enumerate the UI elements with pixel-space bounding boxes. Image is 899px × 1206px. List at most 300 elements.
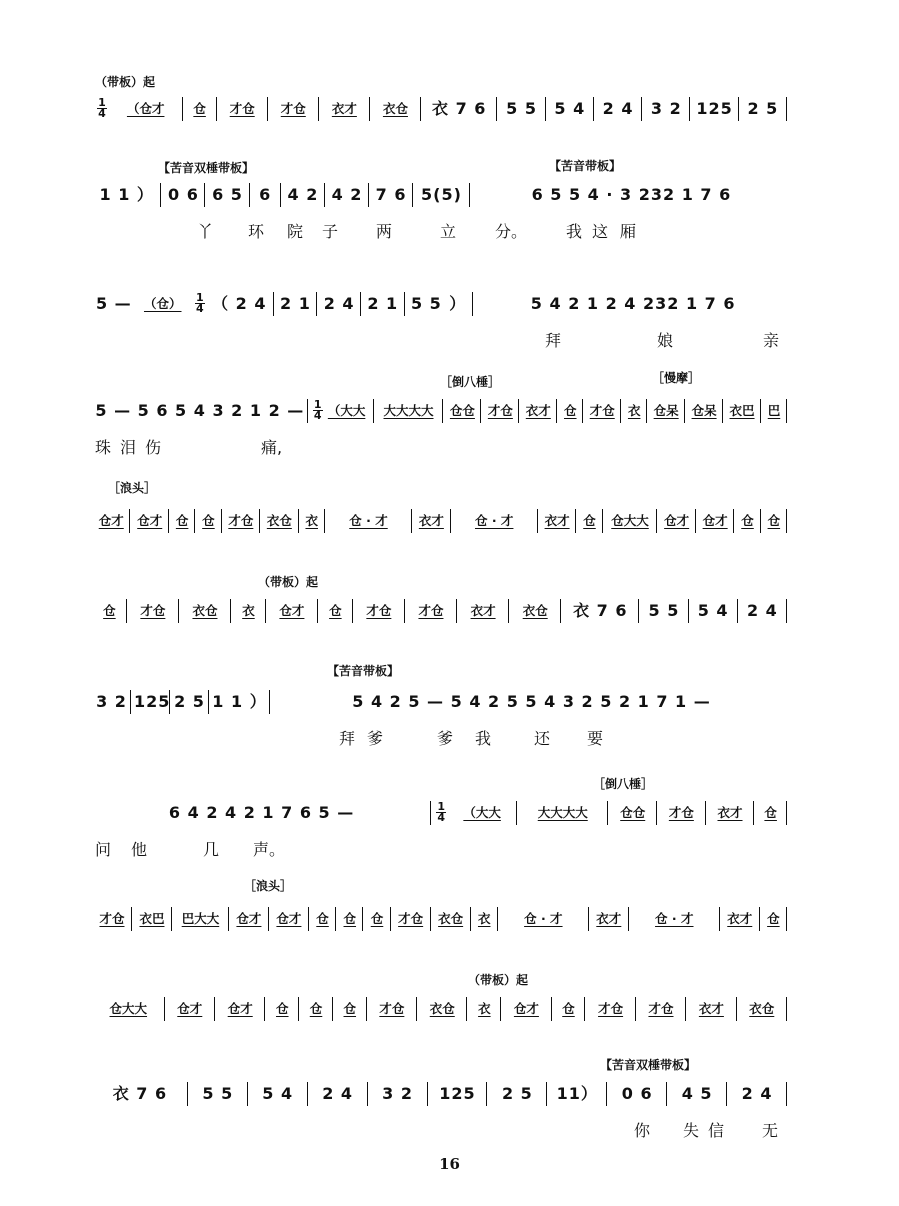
barline [497, 907, 498, 931]
barline [265, 599, 266, 623]
barline [247, 1082, 248, 1106]
barline [545, 97, 546, 121]
time-signature-numerator: 1 [196, 291, 204, 304]
jianpu-notes: ） [449, 294, 467, 313]
percussion-syllable: 衣 [242, 603, 255, 618]
jianpu-notes: 6 5 [212, 185, 243, 204]
lyric-syllable: 子 [322, 222, 339, 241]
jianpu-notes: 5 5 [648, 601, 680, 620]
lyric-syllable: 爹 [437, 729, 454, 748]
percussion-syllable: 仓 [202, 513, 215, 528]
barline [628, 907, 629, 931]
barline [194, 509, 195, 533]
barline [466, 997, 467, 1021]
percussion-syllable: 仓 [103, 603, 116, 618]
lyric-syllable: 要 [587, 729, 604, 748]
lyric-syllable: 环 [248, 222, 265, 241]
barline [480, 399, 481, 423]
jianpu-notes: 2 5 [174, 692, 205, 711]
notation-row [0, 507, 899, 535]
percussion-syllable: 仓 [276, 1001, 289, 1016]
barline [606, 1082, 607, 1106]
section-label: 【苦音带板】 [327, 664, 400, 678]
lyrics-row [0, 1118, 899, 1140]
lyric-syllable: 我 [475, 729, 492, 748]
jianpu-notes: 4 2 [287, 185, 319, 204]
percussion-syllable: 仓 [767, 911, 780, 926]
percussion-syllable: 仓 [564, 403, 577, 418]
page-number: 16 [439, 1155, 460, 1173]
lyric-syllable: 厢 [620, 222, 637, 241]
percussion-syllable: 才仓 [648, 1001, 674, 1016]
percussion-syllable: 衣仓 [382, 101, 408, 116]
jianpu-notes: 125 [134, 692, 171, 711]
jianpu-notes: 2 4 [322, 1084, 354, 1103]
percussion-syllable: 仓大大 [611, 513, 649, 528]
percussion-syllable: 才仓 [229, 101, 255, 116]
jianpu-notes: （ 2 4 [212, 294, 267, 313]
barline [450, 509, 451, 533]
lyric-syllable: 问 [95, 840, 112, 859]
notation-row [0, 95, 899, 123]
percussion-syllable: 衣才 [698, 1001, 724, 1016]
lyric-syllable: 无 [762, 1121, 779, 1140]
barline [656, 509, 657, 533]
barline [324, 183, 325, 207]
barline [786, 907, 787, 931]
percussion-syllable: 大大大大 [383, 403, 434, 418]
jianpu-notes: 11） [556, 1084, 598, 1103]
percussion-syllable: 衣仓 [266, 513, 292, 528]
barline [688, 599, 689, 623]
barline [316, 292, 317, 316]
jianpu-notes: 1 1 ） [99, 185, 154, 204]
lyric-syllable: 信 [708, 1121, 725, 1140]
jianpu-notes: 0 6 [621, 1084, 653, 1103]
percussion-syllable: 衣 [305, 513, 318, 528]
time-signature [97, 98, 107, 119]
jianpu-notes: 3 2 [382, 1084, 413, 1103]
percussion-syllable: 仓才 [236, 911, 262, 926]
time-signature-denominator: 4 [196, 302, 204, 315]
lyric-syllable: 几 [203, 840, 220, 859]
time-signature-denominator: 4 [98, 107, 106, 120]
barline [264, 997, 265, 1021]
lyric-syllable: 拜 [545, 331, 562, 350]
barline [726, 1082, 727, 1106]
percussion-syllable: 才仓 [99, 911, 125, 926]
barline [786, 997, 787, 1021]
lyrics-row [0, 726, 899, 748]
percussion-syllable: 仓 [764, 805, 777, 820]
barline [332, 997, 333, 1021]
percussion-syllable: 巴大大 [181, 911, 220, 926]
barline [208, 690, 209, 714]
jianpu-notes: 5 4 2 5 — 5 4 2 5 5 4 3 2 5 2 1 7 1 — [352, 692, 711, 711]
percussion-syllable: 仓 [175, 513, 189, 528]
barline [584, 997, 585, 1021]
jianpu-notes: 5 — [95, 294, 132, 313]
lyric-syllable: 伤 [145, 438, 162, 457]
jianpu-notes: 5 5 [410, 294, 442, 313]
barline [472, 292, 473, 316]
barline [324, 509, 325, 533]
lyric-syllable: 拜 [339, 729, 356, 748]
lyric-syllable: 两 [376, 222, 393, 241]
barline [733, 509, 734, 533]
percussion-syllable: 衣才 [418, 513, 444, 528]
percussion-syllable: 衣才 [331, 101, 357, 116]
section-label: ［慢摩］ [652, 371, 701, 385]
percussion-syllable: 衣仓 [438, 911, 464, 926]
barline [635, 997, 636, 1021]
barline [442, 399, 443, 423]
lyrics-row [0, 837, 899, 859]
percussion-syllable: 仓才 [137, 513, 163, 528]
section-label: ［浪头］ [244, 879, 293, 893]
barline [187, 1082, 188, 1106]
jianpu-notes: 3 2 [650, 99, 682, 118]
jianpu-notes: 2 4 [746, 601, 778, 620]
jianpu-notes: 2 1 [367, 294, 399, 313]
barline [130, 690, 131, 714]
barline [456, 599, 457, 623]
time-signature-numerator: 1 [313, 398, 322, 411]
percussion-syllable: 仓才 [227, 1001, 253, 1016]
barline [496, 97, 497, 121]
barline [317, 599, 318, 623]
barline [575, 509, 576, 533]
barline [230, 599, 231, 623]
barline [689, 97, 690, 121]
barline [129, 509, 130, 533]
lyric-syllable: 失 [683, 1121, 700, 1140]
percussion-syllable: 仓 [343, 1001, 357, 1016]
percussion-syllable: 才仓 [598, 1001, 624, 1016]
section-label: 【苦音带板】 [549, 159, 622, 173]
barline [737, 599, 738, 623]
barline [307, 1082, 308, 1106]
percussion-syllable: （仓才 [126, 101, 165, 116]
barline [298, 997, 299, 1021]
jianpu-notes: 5 — 5 6 5 4 3 2 1 2 — [95, 401, 305, 420]
lyric-syllable: 这 [592, 222, 609, 241]
jianpu-notes: 5(5) [421, 185, 462, 204]
percussion-syllable: 仓仓 [620, 805, 646, 820]
percussion-syllable: 才仓 [487, 403, 513, 418]
barline [249, 183, 250, 207]
time-signature [313, 400, 323, 421]
jianpu-notes: 5 5 [202, 1084, 234, 1103]
barline [404, 292, 405, 316]
notation-row [0, 1080, 899, 1108]
percussion-syllable: 衣仓 [522, 603, 548, 618]
jianpu-notes: 3 2 [96, 692, 127, 711]
section-label: （带板）起 [258, 575, 319, 589]
lyric-syllable: 亲 [763, 331, 780, 350]
percussion-syllable: 衣才 [596, 911, 622, 926]
notation-row [0, 290, 899, 318]
barline [656, 801, 657, 825]
barline [221, 509, 222, 533]
barline [537, 509, 538, 533]
percussion-syllable: 仓 · 才 [349, 513, 388, 528]
lyric-syllable: 丫 [197, 222, 214, 241]
time-signature-denominator: 4 [313, 409, 322, 422]
percussion-syllable: 衣巴 [139, 911, 165, 926]
barline [500, 997, 501, 1021]
percussion-syllable: 衣 [478, 1001, 491, 1016]
barline [786, 509, 787, 533]
barline [786, 399, 787, 423]
notation-row [0, 397, 899, 425]
jianpu-notes: 4 5 [681, 1084, 713, 1103]
barline [469, 183, 470, 207]
time-signature [195, 293, 205, 314]
percussion-syllable: 衣仓 [429, 1001, 455, 1016]
barline [786, 97, 787, 121]
jianpu-notes: 6 [259, 185, 272, 204]
notation-row [0, 905, 899, 933]
percussion-syllable: （仓） [143, 296, 182, 311]
barline [352, 599, 353, 623]
percussion-syllable: 衣才 [544, 513, 570, 528]
percussion-syllable: 才仓 [379, 1001, 405, 1016]
jianpu-notes: 125 [439, 1084, 476, 1103]
percussion-syllable: 才仓 [398, 911, 424, 926]
percussion-syllable: 才仓 [589, 403, 615, 418]
percussion-syllable: 才仓 [418, 603, 444, 618]
barline [646, 399, 647, 423]
section-label: （带板）起 [468, 973, 529, 987]
barline [736, 997, 737, 1021]
jianpu-notes: 衣 7 6 [573, 601, 628, 620]
time-signature-denominator: 4 [437, 811, 445, 824]
percussion-syllable: 仓仓 [449, 403, 475, 418]
time-signature-numerator: 1 [98, 96, 106, 109]
barline [427, 1082, 428, 1106]
jianpu-notes: 2 5 [747, 99, 779, 118]
jianpu-notes: 衣 7 6 [112, 1084, 168, 1103]
jianpu-notes: 0 6 [168, 185, 199, 204]
barline [684, 399, 685, 423]
percussion-syllable: 大大大大 [537, 805, 588, 820]
barline [298, 509, 299, 533]
percussion-syllable: 仓 [193, 101, 206, 116]
percussion-syllable: 仓呆 [653, 403, 679, 418]
barline [602, 509, 603, 533]
lyrics-row [0, 435, 899, 457]
percussion-syllable: 仓 [583, 513, 596, 528]
percussion-syllable: 衣才 [525, 403, 551, 418]
barline [760, 509, 761, 533]
barline [169, 690, 170, 714]
barline [160, 183, 161, 207]
notation-row [0, 181, 899, 209]
barline [786, 1082, 787, 1106]
lyrics-row [0, 328, 899, 350]
barline [390, 907, 391, 931]
percussion-syllable: 仓 [767, 513, 781, 528]
percussion-syllable: 才仓 [228, 513, 254, 528]
percussion-syllable: 仓才 [276, 911, 302, 926]
percussion-syllable: 才仓 [140, 603, 166, 618]
barline [430, 907, 431, 931]
jianpu-notes: 5 4 2 1 2 4 232 1 7 6 [530, 294, 736, 313]
barline [420, 97, 421, 121]
percussion-syllable: 仓才 [177, 1001, 203, 1016]
barline [685, 997, 686, 1021]
percussion-syllable: 巴 [767, 403, 781, 418]
barline [738, 97, 739, 121]
jianpu-notes: 2 4 [741, 1084, 773, 1103]
percussion-syllable: 衣巴 [729, 403, 755, 418]
percussion-syllable: 仓才 [279, 603, 305, 618]
notation-row [0, 688, 899, 716]
barline [362, 907, 363, 931]
lyric-syllable: 爹 [367, 729, 384, 748]
barline [280, 183, 281, 207]
section-label: （带板）起 [95, 75, 156, 89]
barline [131, 907, 132, 931]
percussion-syllable: 仓才 [702, 513, 728, 528]
lyric-syllable: 声。 [253, 840, 286, 859]
barline [518, 399, 519, 423]
barline [368, 183, 369, 207]
lyric-syllable: 我 [566, 222, 583, 241]
lyric-syllable: 泪 [120, 438, 137, 457]
barline [607, 801, 608, 825]
percussion-syllable: 仓大大 [109, 1001, 148, 1016]
barline [171, 907, 172, 931]
percussion-syllable: 衣 [627, 403, 641, 418]
barline [786, 801, 787, 825]
barline [182, 97, 183, 121]
barline [588, 907, 589, 931]
barline [560, 599, 561, 623]
barline [411, 509, 412, 533]
jianpu-notes: 7 6 [375, 185, 407, 204]
percussion-syllable: 衣 [477, 911, 491, 926]
barline [269, 690, 270, 714]
notation-row [0, 995, 899, 1023]
barline [641, 97, 642, 121]
lyric-syllable: 珠 [95, 438, 112, 457]
barline [719, 907, 720, 931]
percussion-syllable: 仓 · 才 [655, 911, 694, 926]
percussion-syllable: 仓才 [98, 513, 124, 528]
section-label: ［浪头］ [108, 481, 157, 495]
jianpu-notes: 2 1 [280, 294, 311, 313]
barline [307, 399, 308, 423]
jianpu-notes: 125 [696, 99, 733, 118]
barline [164, 997, 165, 1021]
barline [404, 599, 405, 623]
percussion-syllable: 仓 [343, 911, 357, 926]
barline [760, 399, 761, 423]
lyric-syllable: 娘 [657, 331, 674, 350]
barline [470, 907, 471, 931]
percussion-syllable: 仓 · 才 [524, 911, 563, 926]
barline [759, 907, 760, 931]
percussion-syllable: 仓才 [513, 1001, 539, 1016]
barline [412, 183, 413, 207]
lyric-syllable: 立 [440, 222, 457, 241]
lyric-syllable: 还 [534, 729, 551, 748]
percussion-syllable: 才仓 [366, 603, 392, 618]
barline [228, 907, 229, 931]
barline [335, 907, 336, 931]
jianpu-notes: 2 5 [501, 1084, 533, 1103]
percussion-syllable: 仓呆 [691, 403, 717, 418]
barline [593, 97, 594, 121]
jianpu-notes: 1 1 ） [212, 692, 267, 711]
percussion-syllable: （大大 [327, 403, 366, 418]
jianpu-notes: 2 4 [323, 294, 355, 313]
barline [268, 907, 269, 931]
barline [259, 509, 260, 533]
barline [695, 509, 696, 533]
lyrics-row [0, 219, 899, 241]
jianpu-notes: 衣 7 6 [432, 99, 487, 118]
section-label: 【苦音双棰带板】 [158, 161, 255, 175]
percussion-syllable: 才仓 [668, 805, 694, 820]
notation-row [0, 597, 899, 625]
percussion-syllable: 衣仓 [749, 1001, 775, 1016]
barline [516, 801, 517, 825]
barline [430, 801, 431, 825]
jianpu-notes: 5 5 [506, 99, 537, 118]
barline [620, 399, 621, 423]
barline [360, 292, 361, 316]
barline [551, 997, 552, 1021]
percussion-syllable: 衣才 [470, 603, 496, 618]
section-label: ［倒八棰］ [440, 375, 501, 389]
time-signature [436, 802, 446, 823]
percussion-syllable: 衣才 [717, 805, 743, 820]
barline [308, 907, 309, 931]
percussion-syllable: 衣才 [727, 911, 753, 926]
lyric-syllable: 分。 [495, 222, 528, 241]
barline [666, 1082, 667, 1106]
barline [168, 509, 169, 533]
barline [367, 1082, 368, 1106]
section-label: ［倒八棰］ [593, 777, 654, 791]
jianpu-notes: 5 4 [262, 1084, 294, 1103]
jianpu-notes: 6 5 5 4 · 3 232 1 7 6 [531, 185, 732, 204]
percussion-syllable: （大大 [463, 805, 501, 820]
barline [126, 599, 127, 623]
jianpu-notes: 5 4 [697, 601, 729, 620]
barline [416, 997, 417, 1021]
time-signature-numerator: 1 [437, 800, 445, 813]
barline [318, 97, 319, 121]
percussion-syllable: 仓 [329, 603, 342, 618]
percussion-syllable: 仓 [370, 911, 384, 926]
percussion-syllable: 才仓 [280, 101, 306, 116]
percussion-syllable: 仓 [562, 1001, 575, 1016]
barline [267, 97, 268, 121]
barline [273, 292, 274, 316]
barline [556, 399, 557, 423]
barline [204, 183, 205, 207]
percussion-syllable: 衣仓 [192, 603, 218, 618]
barline [705, 801, 706, 825]
barline [366, 997, 367, 1021]
percussion-syllable: 仓 · 才 [474, 513, 514, 528]
jianpu-notes: 4 2 [331, 185, 363, 204]
percussion-syllable: 仓 [316, 911, 329, 926]
